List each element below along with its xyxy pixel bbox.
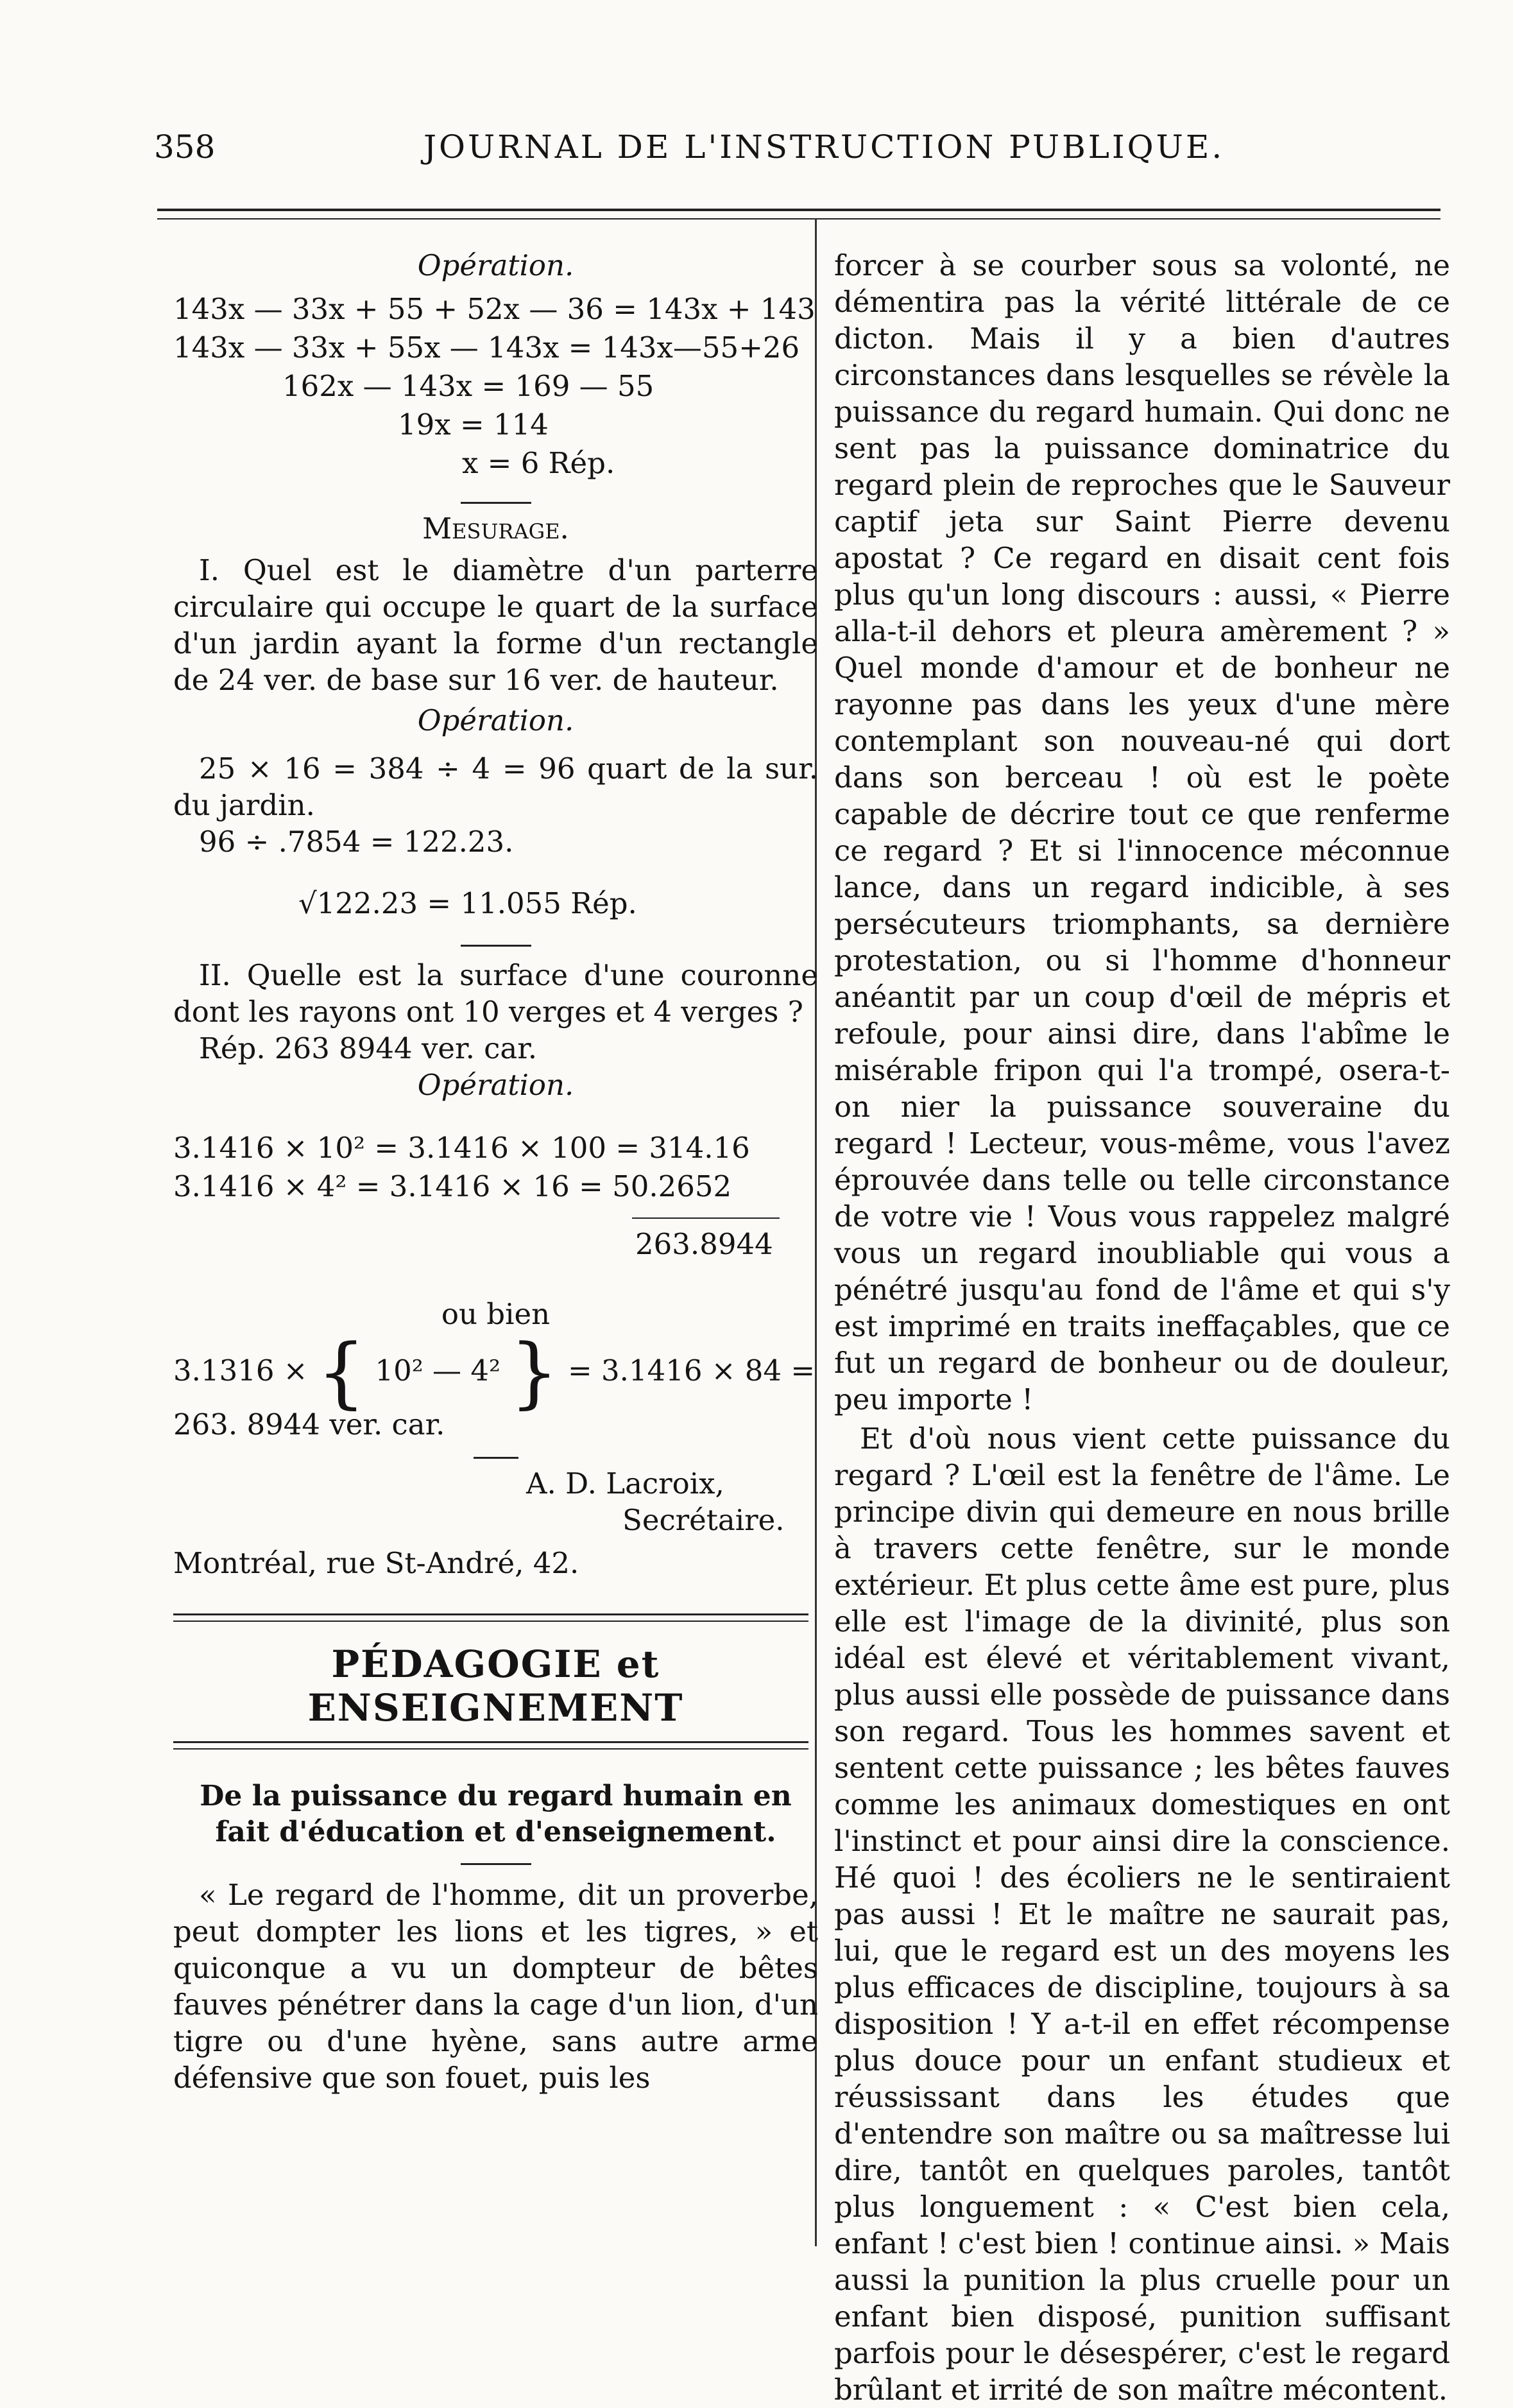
sum-total: 263.8944 [635, 1227, 773, 1261]
article-title: De la puissance du regard humain en fait d'éducation et d'enseignement. [200, 1779, 792, 1848]
section-rule-thin [173, 1748, 808, 1750]
equation-line: 3.1416 × 10² = 3.1416 × 100 = 314.16 [173, 1131, 750, 1165]
answer-line: Rép. 263 8944 ver. car. [199, 1031, 538, 1065]
question-two: II. Quelle est la surface d'une couronne dont les rayons ont 10 verges et 4 verges ? [173, 958, 818, 1029]
header-rule-thin [157, 218, 1440, 219]
section-title: PÉDAGOGIE et ENSEIGNEMENT [307, 1642, 684, 1730]
signature-title: Secrétaire. [622, 1502, 785, 1537]
right-brace: } [509, 1328, 559, 1418]
left-brace: { [316, 1328, 366, 1418]
signature-place: Montréal, rue St-André, 42. [173, 1545, 579, 1580]
operation-heading: Opération. [417, 703, 574, 737]
article-paragraph: forcer à se courber sous sa volonté, ne démentira pas la vérité littérale de ce dicton. Mais il y a bien d'autres circonstances dans lesquelles se révèle la puissance du regard humain. Qui donc ne sent pas la puissance dominatrice du regard plein de reproches que le Sauveur captif jeta sur Saint Pierre devenu apostat ? Ce regard en disait cent fois plus qu'un long discours : aussi, « Pierre alla-t-il dehors et pleura amèrement ? » Quel monde d'amour et de bonheur ne rayonne pas dans les yeux d'une mère contemplant son nouveau-né qui dort dans son berceau ! où est le poète capable de décrire tout ce que renferme ce regard ? Et si l'innocence méconnue lance, dans un regard indicible, à ses persécuteurs triomphants, sa dernière protestation, ou si l'homme d'honneur anéantit par un coup d'œil de mépris et refoule, pour ainsi dire, dans l'abîme le misérable fripon qui l'a trompé, osera-t-on nier la puissance souveraine du regard ! Lecteur, vous-même, vous l'avez éprouvée dans telle ou telle circonstance de votre vie ! Vous vous rappelez malgré vous un regard inoubliable qui vous a pénétré jusqu'au fond de l'âme et qui s'y est imprimé en traits ineffaçables, que ce fut un regard de bonheur ou de douleur, peu importe ! [834, 248, 1450, 1416]
header-rule [157, 209, 1440, 211]
section-rule-thin [173, 1621, 808, 1622]
equation-line: 25 × 16 = 384 ÷ 4 = 96 quart de la sur. du jardin. [173, 752, 818, 822]
separator-rule [461, 945, 531, 947]
journal-title: JOURNAL DE L'INSTRUCTION PUBLIQUE. [423, 128, 1225, 166]
equation-line: 143x — 33x + 55x — 143x = 143x—55+26 [173, 331, 800, 365]
equation-line: 96 ÷ .7854 = 122.23. [199, 825, 514, 859]
equation-line: 3.1416 × 4² = 3.1416 × 16 = 50.2652 [173, 1169, 732, 1203]
equation-line: x = 6 Rép. [462, 446, 615, 480]
square-root-line: √122.23 = 11.055 Rép. [298, 886, 637, 920]
operation-heading: Opération. [417, 248, 574, 282]
alt-prefix: 3.1316 × [173, 1354, 308, 1388]
section-rule [173, 1741, 808, 1743]
equation-line: 162x — 143x = 169 — 55 [282, 369, 654, 403]
left-column [173, 247, 818, 2096]
alternative-label: ou bien [441, 1297, 551, 1331]
page-header [154, 116, 1373, 173]
alternative-result: 263. 8944 ver. car. [173, 1407, 445, 1441]
separator-rule [461, 502, 531, 504]
sum-rule [632, 1217, 780, 1219]
equation-line: 143x — 33x + 55 + 52x — 36 = 143x + 143 [173, 292, 816, 326]
operation-heading: Opération. [417, 1068, 574, 1102]
section-rule [173, 1613, 808, 1615]
alt-inner: 10² — 4² [375, 1354, 501, 1388]
section-heading-mesurage: Mesurage. [422, 512, 569, 546]
alt-suffix: = 3.1416 × 84 = [568, 1354, 816, 1388]
article-paragraph: « Le regard de l'homme, dit un proverbe, peut dompter les lions et les tigres, » et quiconque a vu un dompteur de bêtes fauves pénétrer dans la cage d'un lion, d'un tigre ou d'une hyène, sans autre arme défensive que son fouet, puis les [173, 1877, 818, 2095]
alternative-equation [173, 1328, 818, 1418]
question-one: I. Quel est le diamètre d'un parterre circulaire qui occupe le quart de la surface d'un jardin ayant la forme d'un rectangle de 24 ver. de base sur 16 ver. de hauteur. [173, 553, 818, 697]
page-number: 358 [154, 128, 216, 166]
separator-rule [474, 1457, 518, 1459]
signature-name: A. D. Lacroix, [526, 1466, 724, 1501]
article-paragraph: Et d'où nous vient cette puissance du regard ? L'œil est la fenêtre de l'âme. Le principe divin qui demeure en nous brille à travers cette fenêtre, sur le monde extérieur. Et plus cette âme est pure, plus elle est l'image de la divinité, plus son idéal est élevé et véritablement vivant, plus aussi elle possède de puissance dans son regard. Tous les hommes savent et sentent cette puissance ; les bêtes fauves comme les animaux domestiques en ont l'instinct et pour ainsi dire la conscience. Hé quoi ! des écoliers ne le sentiraient pas aussi ! Et le maître ne saurait pas, lui, que le regard est un des moyens les plus efficaces de discipline, toujours à sa disposition ! Y a-t-il en effet récompense plus douce pour un enfant studieux et réussissant dans les études que d'entendre son maître ou sa maîtresse lui dire, tantôt en quelques paroles, tantôt plus longuement : « C'est bien cela, enfant ! c'est bien ! continue ainsi. » Mais aussi la punition la plus cruelle pour un enfant bien disposé, punition suffisant parfois pour le désespérer, c'est le regard brûlant et irrité de son maître mécontent. [834, 1422, 1450, 2407]
right-column [834, 247, 1450, 2408]
equation-line: 19x = 114 [398, 408, 549, 442]
separator-rule [461, 1863, 531, 1865]
